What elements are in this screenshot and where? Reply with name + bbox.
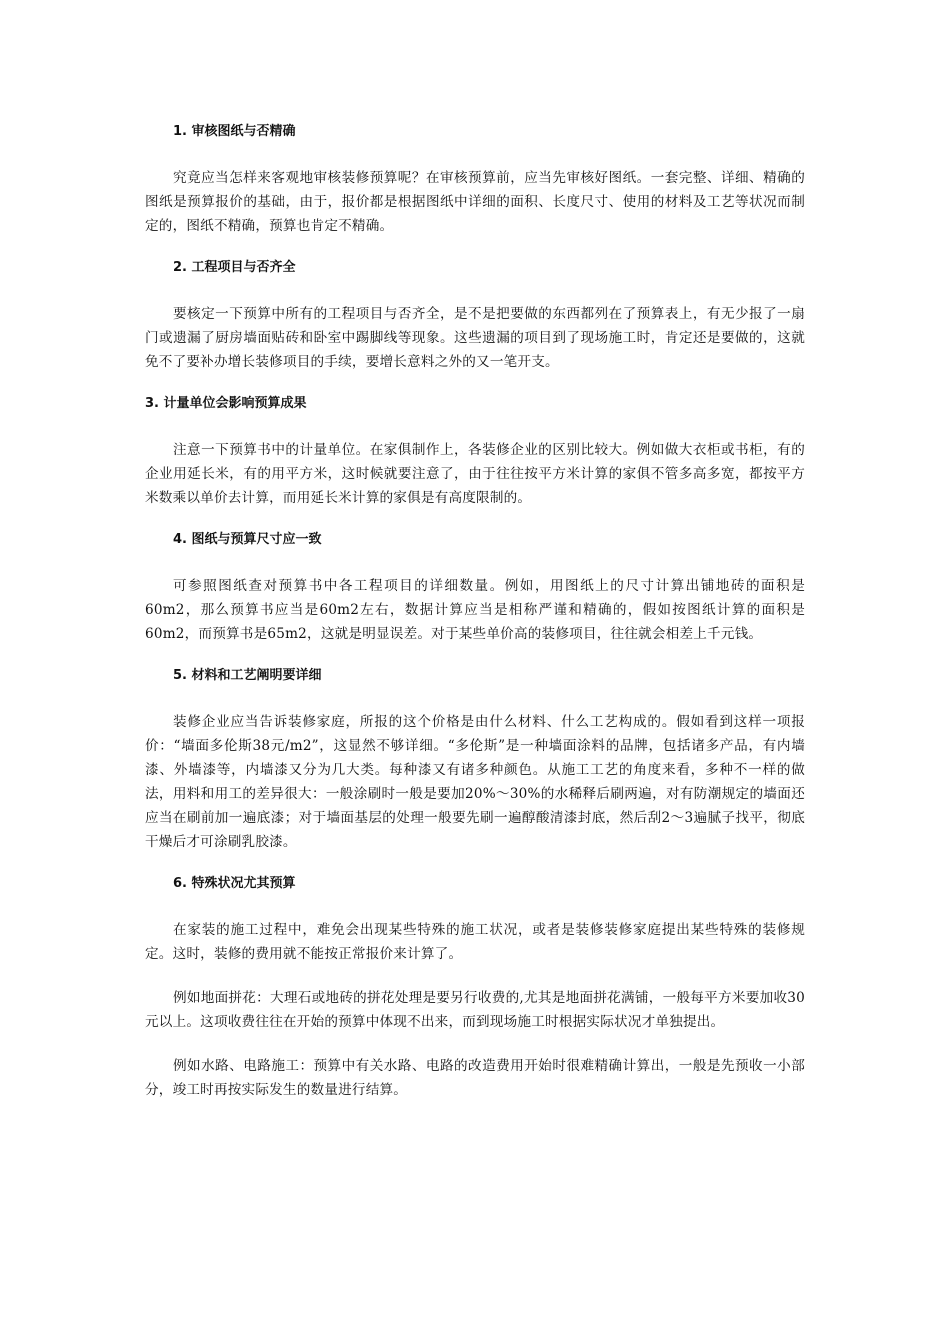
paragraph: 例如地面拼花：大理石或地砖的拼花处理是要另行收费的,尤其是地面拼花满铺，一般每平方米要加收30元以上。这项收费往往在开始的预算中体现不出来，而到现场施工时根据实际状况才单独提出。 [145,990,805,1030]
section-3 [145,394,805,510]
section-4 [145,530,805,646]
paragraph: 在家装的施工过程中，难免会出现某些特殊的施工状况，或者是装修装修家庭提出某些特殊的装修规定。这时，装修的费用就不能按正常报价来计算了。 [145,922,805,962]
paragraph: 装修企业应当告诉装修家庭，所报的这个价格是由什么材料、什么工艺构成的。假如看到这样一项报价：“墙面多伦斯38元/m2”，这显然不够详细。“多伦斯”是一种墙面涂料的品牌，包括诸多产品，有内墙漆、外墙漆等，内墙漆又分为几大类。每种漆又有诸多种颜色。从施工工艺的角度来看，多种不一样的做法，用料和用工的差异很大：一般涂刷时一般是要加20%～30%的水稀释后刷两遍，对有防潮规定的墙面还应当在刷前加一遍底漆；对于墙面基层的处理一般要先刷一遍醇酸清漆封底，然后刮2～3遍腻子找平，彻底干燥后才可涂刷乳胶漆。 [145,714,805,850]
document-page [145,122,805,1122]
section-1 [145,122,805,238]
paragraph: 例如水路、电路施工：预算中有关水路、电路的改造费用开始时很难精确计算出，一般是先预收一小部分，竣工时再按实际发生的数量进行结算。 [145,1058,805,1098]
section-heading: 6. 特殊状况尤其预算 [173,876,296,891]
section-heading: 1. 审核图纸与否精确 [173,124,296,139]
section-heading: 4. 图纸与预算尺寸应一致 [173,532,322,547]
paragraph: 要核定一下预算中所有的工程项目与否齐全，是不是把要做的东西都列在了预算表上，有无少报了一扇门或遗漏了厨房墙面贴砖和卧室中踢脚线等现象。这些遗漏的项目到了现场施工时，肯定还是要做的，这就免不了要补办增长装修项目的手续，要增长意料之外的又一笔开支。 [145,306,805,370]
section-5 [145,666,805,854]
paragraph: 注意一下预算书中的计量单位。在家俱制作上，各装修企业的区别比较大。例如做大衣柜或书柜，有的企业用延长米，有的用平方米，这时候就要注意了，由于往往按平方米计算的家俱不管多高多宽，都按平方米数乘以单价去计算，而用延长米计算的家俱是有高度限制的。 [145,442,805,506]
paragraph: 可参照图纸查对预算书中各工程项目的详细数量。例如，用图纸上的尺寸计算出铺地砖的面积是60m2，那么预算书应当是60m2左右，数据计算应当是相称严谨和精确的，假如按图纸计算的面积是60m2，而预算书是65m2，这就是明显误差。对于某些单价高的装修项目，往往就会相差上千元钱。 [145,578,805,642]
section-heading: 5. 材料和工艺阐明要详细 [173,668,322,683]
section-heading: 2. 工程项目与否齐全 [173,260,296,275]
section-heading: 3. 计量单位会影响预算成果 [145,396,307,411]
paragraph: 究竟应当怎样来客观地审核装修预算呢？在审核预算前，应当先审核好图纸。一套完整、详细、精确的图纸是预算报价的基础，由于，报价都是根据图纸中详细的面积、长度尺寸、使用的材料及工艺等状况而制定的，图纸不精确，预算也肯定不精确。 [145,170,805,234]
section-2 [145,258,805,374]
section-6 [145,874,805,1102]
